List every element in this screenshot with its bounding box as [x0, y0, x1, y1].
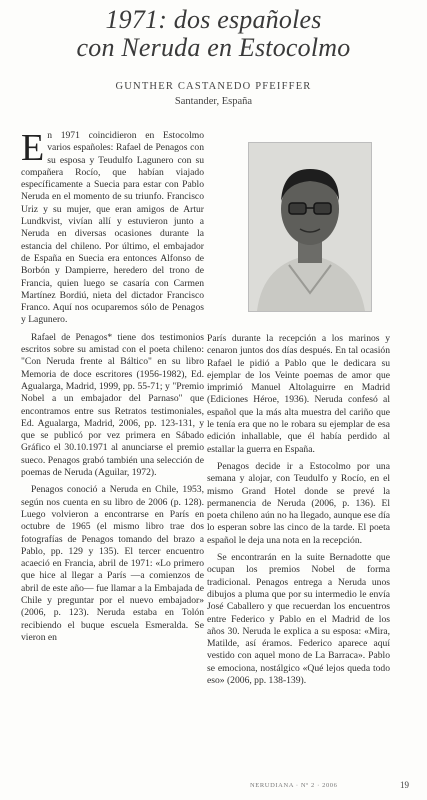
left-column [21, 130, 204, 778]
title-line-1: 1971: dos españoles [105, 5, 322, 34]
paragraph: En 1971 coincidieron en Estocolmo varios españoles: Rafael de Penagos con su esposa y Teudulfo Lagunero con su compañera Rocío, que habían viajado específicamente a Suecia para estar con Pablo Neruda en el momento de su triunfo. Francisco Uriz y su mujer, que eran amigos de Artur Lundkvist, vivían allí y estuvieron junto a Neruda en diversas ocasiones durante la estancia del chileno. Por último, el embajador de España en Suecia era entonces Alfonso de Borbón y Dampierre, heredero del trono de Francia, quien luego se casaría con Carmen Martínez Bordiú, nieta del dictador Francisco Franco. Aquí nos ocuparemos sólo de Penagos y Lagunero. [21, 130, 204, 326]
paragraph: Rafael de Penagos* tiene dos testimonios escritos sobre su amistad con el poeta chileno: "Con Neruda frente al Báltico" en su libro Memoria de doce escritores (1956-1982), Ed. Agualarga, Madrid, 1999, pp. 55-71; y "Premio Nobel a un embajador del Parnaso" que encontramos entre sus Retratos testimoniales, Ed. Agualarga, Madrid, 2006, pp. 123-131, y que se publicó por vez primera en Sábado Gráfico el 30.10.1971 al anunciarse el premio sueco. Penagos grabó también una selección de poemas de Neruda (Aguilar, 1972). [21, 331, 204, 479]
right-column [207, 333, 390, 773]
paragraph: Se encontrarán en la suite Bernadotte que ocupan los premios Nobel de forma tradicional. Penagos entrega a Neruda unos dibujos a pluma que por su intermedio le envía José Caballero y que recuerdan los encuentros entre Federico y Pablo en el Madrid de los años 30. Neruda le explica a su esposa: «Mira, Matilde, así éramos. Federico aparece aquí vestido con aquel mono de La Barraca». Pablo se emociona, nostálgico «Qué lejos queda todo eso» (2006, pp. 138-139). [207, 552, 390, 687]
paragraph: París durante la recepción a los marinos y cenaron juntos dos días después. En tal ocasión Rafael le pidió a Pablo que le dedicara su ejemplar de los Veinte poemas de amor que imprimió Manuel Altolaguirre en Madrid (Ediciones Héroe, 1936). Neruda confesó al español que la más alta muestra del cariño que le tenía era que no le robara su ejemplar de esa edición inhallable, que él había perdido al estallar la guerra en España. [207, 333, 390, 455]
author-affiliation: Santander, España [174, 96, 253, 107]
journal-footer: NERUDIANA · Nº 2 · 2006 [250, 782, 338, 789]
page-number: 19 [400, 780, 409, 790]
author-photo [248, 142, 372, 312]
title-line-2: con Neruda en Estocolmo [76, 33, 351, 62]
drop-cap: E [21, 130, 45, 169]
portrait-image [249, 143, 371, 311]
author-name: GUNTHER CASTANEDO PFEIFFER [115, 81, 312, 92]
paragraph: Penagos conoció a Neruda en Chile, 1953, según nos cuenta en su libro de 2006 (p. 128). Luego volvieron a encontrarse en París en octubre de 1965 (el mismo libro trae dos fotografías de Penagos tomando del brazo a Pablo, pp. 129 y 135). El tercer encuentro acaeció en Francia, abril de 1971: «Lo primero que hice al llegar a París —a comienzos de abril de este año— fue llamar a la Embajada de Chile y preguntar por el nuevo embajador» (2006, p. 123). Neruda estaba en Tolón recibiendo el buque escuela Esmeralda. Se vieron en [21, 484, 204, 643]
paragraph: Penagos decide ir a Estocolmo por una semana y alojar, con Teudulfo y Rocío, en el mismo Grand Hotel donde se prevé la permanencia de Neruda (2006, p. 136). El poeta chileno aún no ha llegado, aunque ese día lo esperan sobre las cinco de la tarde. El poeta español le deja una nota en la recepción. [207, 460, 390, 546]
